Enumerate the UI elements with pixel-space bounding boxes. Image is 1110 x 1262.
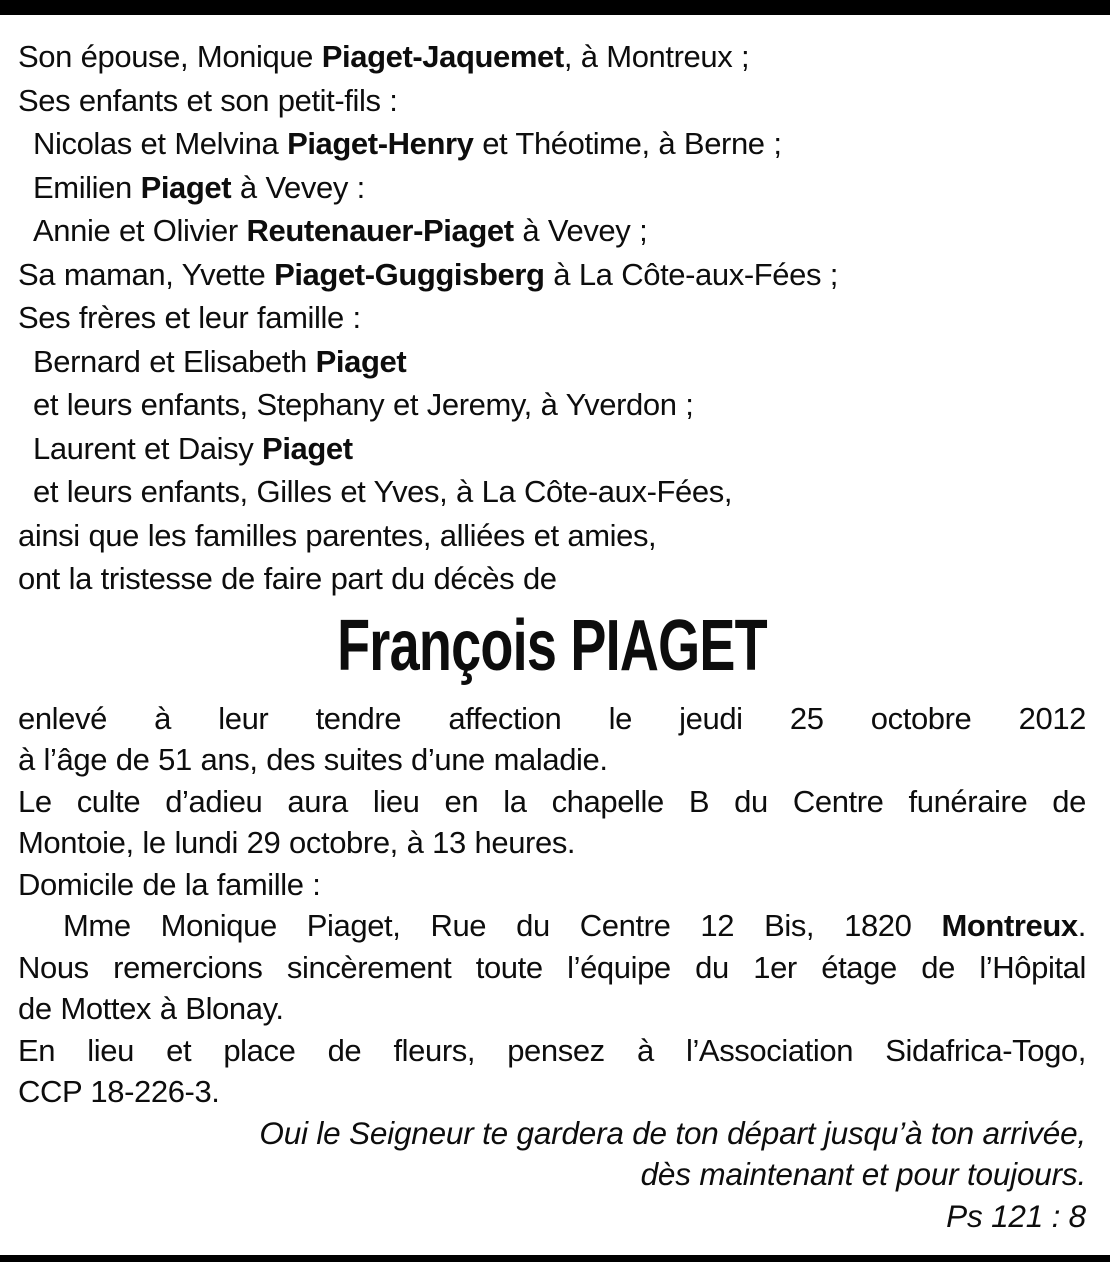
plain-text: à Vevey :	[231, 169, 365, 205]
bold-text: Piaget	[315, 343, 407, 379]
plain-text: Nicolas et Melvina	[33, 126, 288, 161]
body-line	[18, 781, 1086, 823]
body-line	[18, 822, 1086, 864]
plain-text: Domicile de la famille :	[18, 866, 321, 902]
bold-text: Piaget-Jaquemet	[321, 39, 564, 74]
bold-text: Montreux	[941, 908, 1078, 943]
plain-text: Ses enfants et son petit-fils :	[18, 82, 398, 118]
plain-text: , à Montreux ;	[563, 39, 750, 74]
plain-text: Laurent et Daisy	[33, 430, 263, 466]
family-line	[18, 122, 1086, 166]
plain-text: Sa maman, Yvette	[18, 256, 275, 292]
bottom-border-bar	[0, 1255, 1110, 1262]
body-line	[18, 1071, 1086, 1113]
family-line	[18, 427, 1086, 471]
plain-text: CCP 18-226-3.	[18, 1074, 220, 1109]
bold-text: Piaget-Henry	[287, 126, 474, 161]
plain-text: .	[1077, 908, 1086, 943]
verse-line: dès maintenant et pour toujours.	[640, 1156, 1086, 1192]
plain-text: Nous remercions sincèrement toute l’équipe du 1er étage de l’Hôpital	[18, 949, 1086, 985]
plain-text: enlevé à leur tendre affection le jeudi 25 octobre 2012	[18, 700, 1086, 736]
body-lines-section	[18, 698, 1086, 1113]
bold-text: Reutenauer-Piaget	[246, 213, 514, 248]
deceased-name-title: François PIAGET	[337, 605, 767, 686]
body-line	[18, 864, 1086, 906]
plain-text: En lieu et place de fleurs, pensez à l’Association Sidafrica-Togo,	[18, 1032, 1086, 1068]
plain-text: Montoie, le lundi 29 octobre, à 13 heures.	[18, 825, 576, 860]
plain-text: Annie et Olivier	[33, 213, 247, 248]
plain-text: à Vevey ;	[513, 213, 648, 248]
family-line	[18, 470, 1086, 514]
body-line	[18, 905, 1086, 947]
plain-text: Le culte d’adieu aura lieu en la chapelle B du Centre funéraire de	[18, 783, 1086, 819]
family-line	[18, 383, 1086, 427]
plain-text: ainsi que les familles parentes, alliées et amies,	[18, 517, 657, 553]
family-line	[18, 557, 1086, 601]
plain-text: de Mottex à Blonay.	[18, 991, 284, 1026]
family-line	[18, 35, 1086, 79]
plain-text: Son épouse, Monique	[18, 39, 322, 74]
plain-text: et Théotime, à Berne ;	[473, 126, 782, 161]
plain-text: Ses frères et leur famille :	[18, 300, 361, 335]
bold-text: Piaget-Guggisberg	[274, 256, 545, 292]
family-line	[18, 296, 1086, 340]
plain-text: Mme Monique Piaget, Rue du Centre 12 Bis, 1820	[63, 908, 942, 943]
plain-text: Emilien	[33, 169, 141, 205]
plain-text: et leurs enfants, Gilles et Yves, à La Côte-aux-Fées,	[33, 474, 733, 509]
top-border-bar	[0, 0, 1110, 15]
body-line	[18, 988, 1086, 1030]
plain-text: à l’âge de 51 ans, des suites d’une maladie.	[18, 742, 608, 777]
family-line	[18, 166, 1086, 210]
body-line	[18, 698, 1086, 740]
family-lines-section	[18, 35, 1086, 601]
plain-text: et leurs enfants, Stephany et Jeremy, à Yverdon ;	[33, 387, 694, 422]
body-line	[18, 739, 1086, 781]
family-line	[18, 340, 1086, 384]
bold-text: Piaget	[262, 430, 353, 466]
family-line	[18, 209, 1086, 253]
verse-line: Oui le Seigneur te gardera de ton départ jusqu’à ton arrivée,	[259, 1114, 1086, 1151]
plain-text: à La Côte-aux-Fées ;	[544, 256, 838, 292]
body-line	[18, 1030, 1086, 1072]
family-line	[18, 79, 1086, 123]
plain-text: ont la tristesse de faire part du décès de	[18, 561, 557, 596]
body-line	[18, 947, 1086, 989]
notice-content	[18, 15, 1086, 1237]
verse-section	[18, 1113, 1086, 1238]
bold-text: Piaget	[140, 169, 232, 205]
family-line	[18, 514, 1086, 558]
plain-text: Bernard et Elisabeth	[33, 343, 316, 379]
verse-reference: Ps 121 : 8	[946, 1197, 1086, 1234]
family-line	[18, 253, 1086, 297]
